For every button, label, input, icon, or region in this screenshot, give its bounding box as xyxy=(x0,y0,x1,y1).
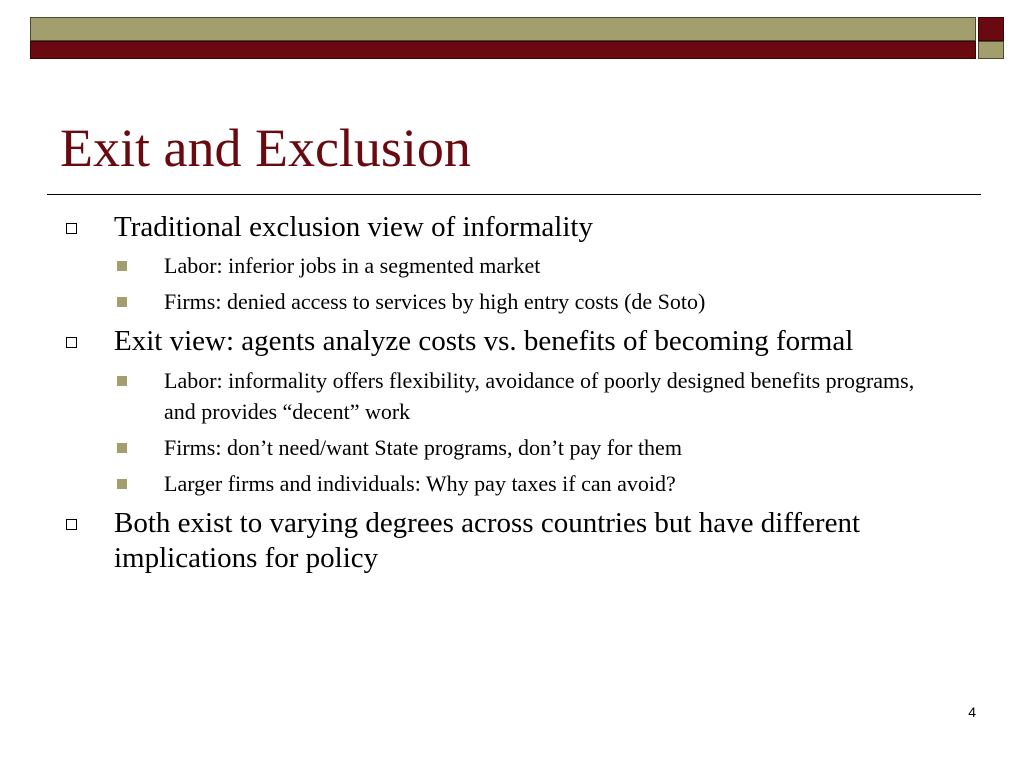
hollow-square-bullet-icon xyxy=(66,223,77,234)
sub-bullet-text: Labor: informality offers flexibility, avoidance of poorly designed benefits programs, and provides “decent” work xyxy=(164,368,915,424)
hollow-square-bullet-icon xyxy=(66,519,77,530)
sub-bullet-text: Firms: denied access to services by high entry costs (de Soto) xyxy=(164,289,706,314)
bullet-text: Both exist to varying degrees across countries but have different implications for policy xyxy=(114,507,860,574)
sub-bullet-item xyxy=(0,468,924,499)
bullet-item xyxy=(0,506,914,576)
filled-square-bullet-icon xyxy=(117,376,127,386)
slide-body xyxy=(0,210,1024,576)
sub-bullet-item xyxy=(0,365,924,427)
header-square-olive xyxy=(978,41,1004,59)
sub-bullet-text: Labor: inferior jobs in a segmented market xyxy=(164,253,541,278)
sub-bullet-item xyxy=(0,250,924,281)
sub-bullet-text: Firms: don’t need/want State programs, don’t pay for them xyxy=(164,435,682,460)
bullet-item xyxy=(0,324,914,359)
sub-bullet-item xyxy=(0,286,924,317)
page-number: 4 xyxy=(968,704,976,720)
filled-square-bullet-icon xyxy=(117,261,127,271)
filled-square-bullet-icon xyxy=(117,479,127,489)
header-bar-olive xyxy=(30,17,976,41)
bullet-text: Exit view: agents analyze costs vs. benefits of becoming formal xyxy=(114,325,854,357)
title-divider xyxy=(47,194,981,195)
header-decoration xyxy=(0,0,1024,62)
hollow-square-bullet-icon xyxy=(66,337,77,348)
bullet-text: Traditional exclusion view of informality xyxy=(114,211,593,243)
sub-bullet-item xyxy=(0,432,924,463)
bullet-item xyxy=(0,210,914,245)
filled-square-bullet-icon xyxy=(117,297,127,307)
header-bar-maroon xyxy=(30,41,976,59)
header-square-maroon xyxy=(978,17,1004,41)
filled-square-bullet-icon xyxy=(117,443,127,453)
slide-title: Exit and Exclusion xyxy=(60,118,471,178)
sub-bullet-text: Larger firms and individuals: Why pay taxes if can avoid? xyxy=(164,471,676,496)
